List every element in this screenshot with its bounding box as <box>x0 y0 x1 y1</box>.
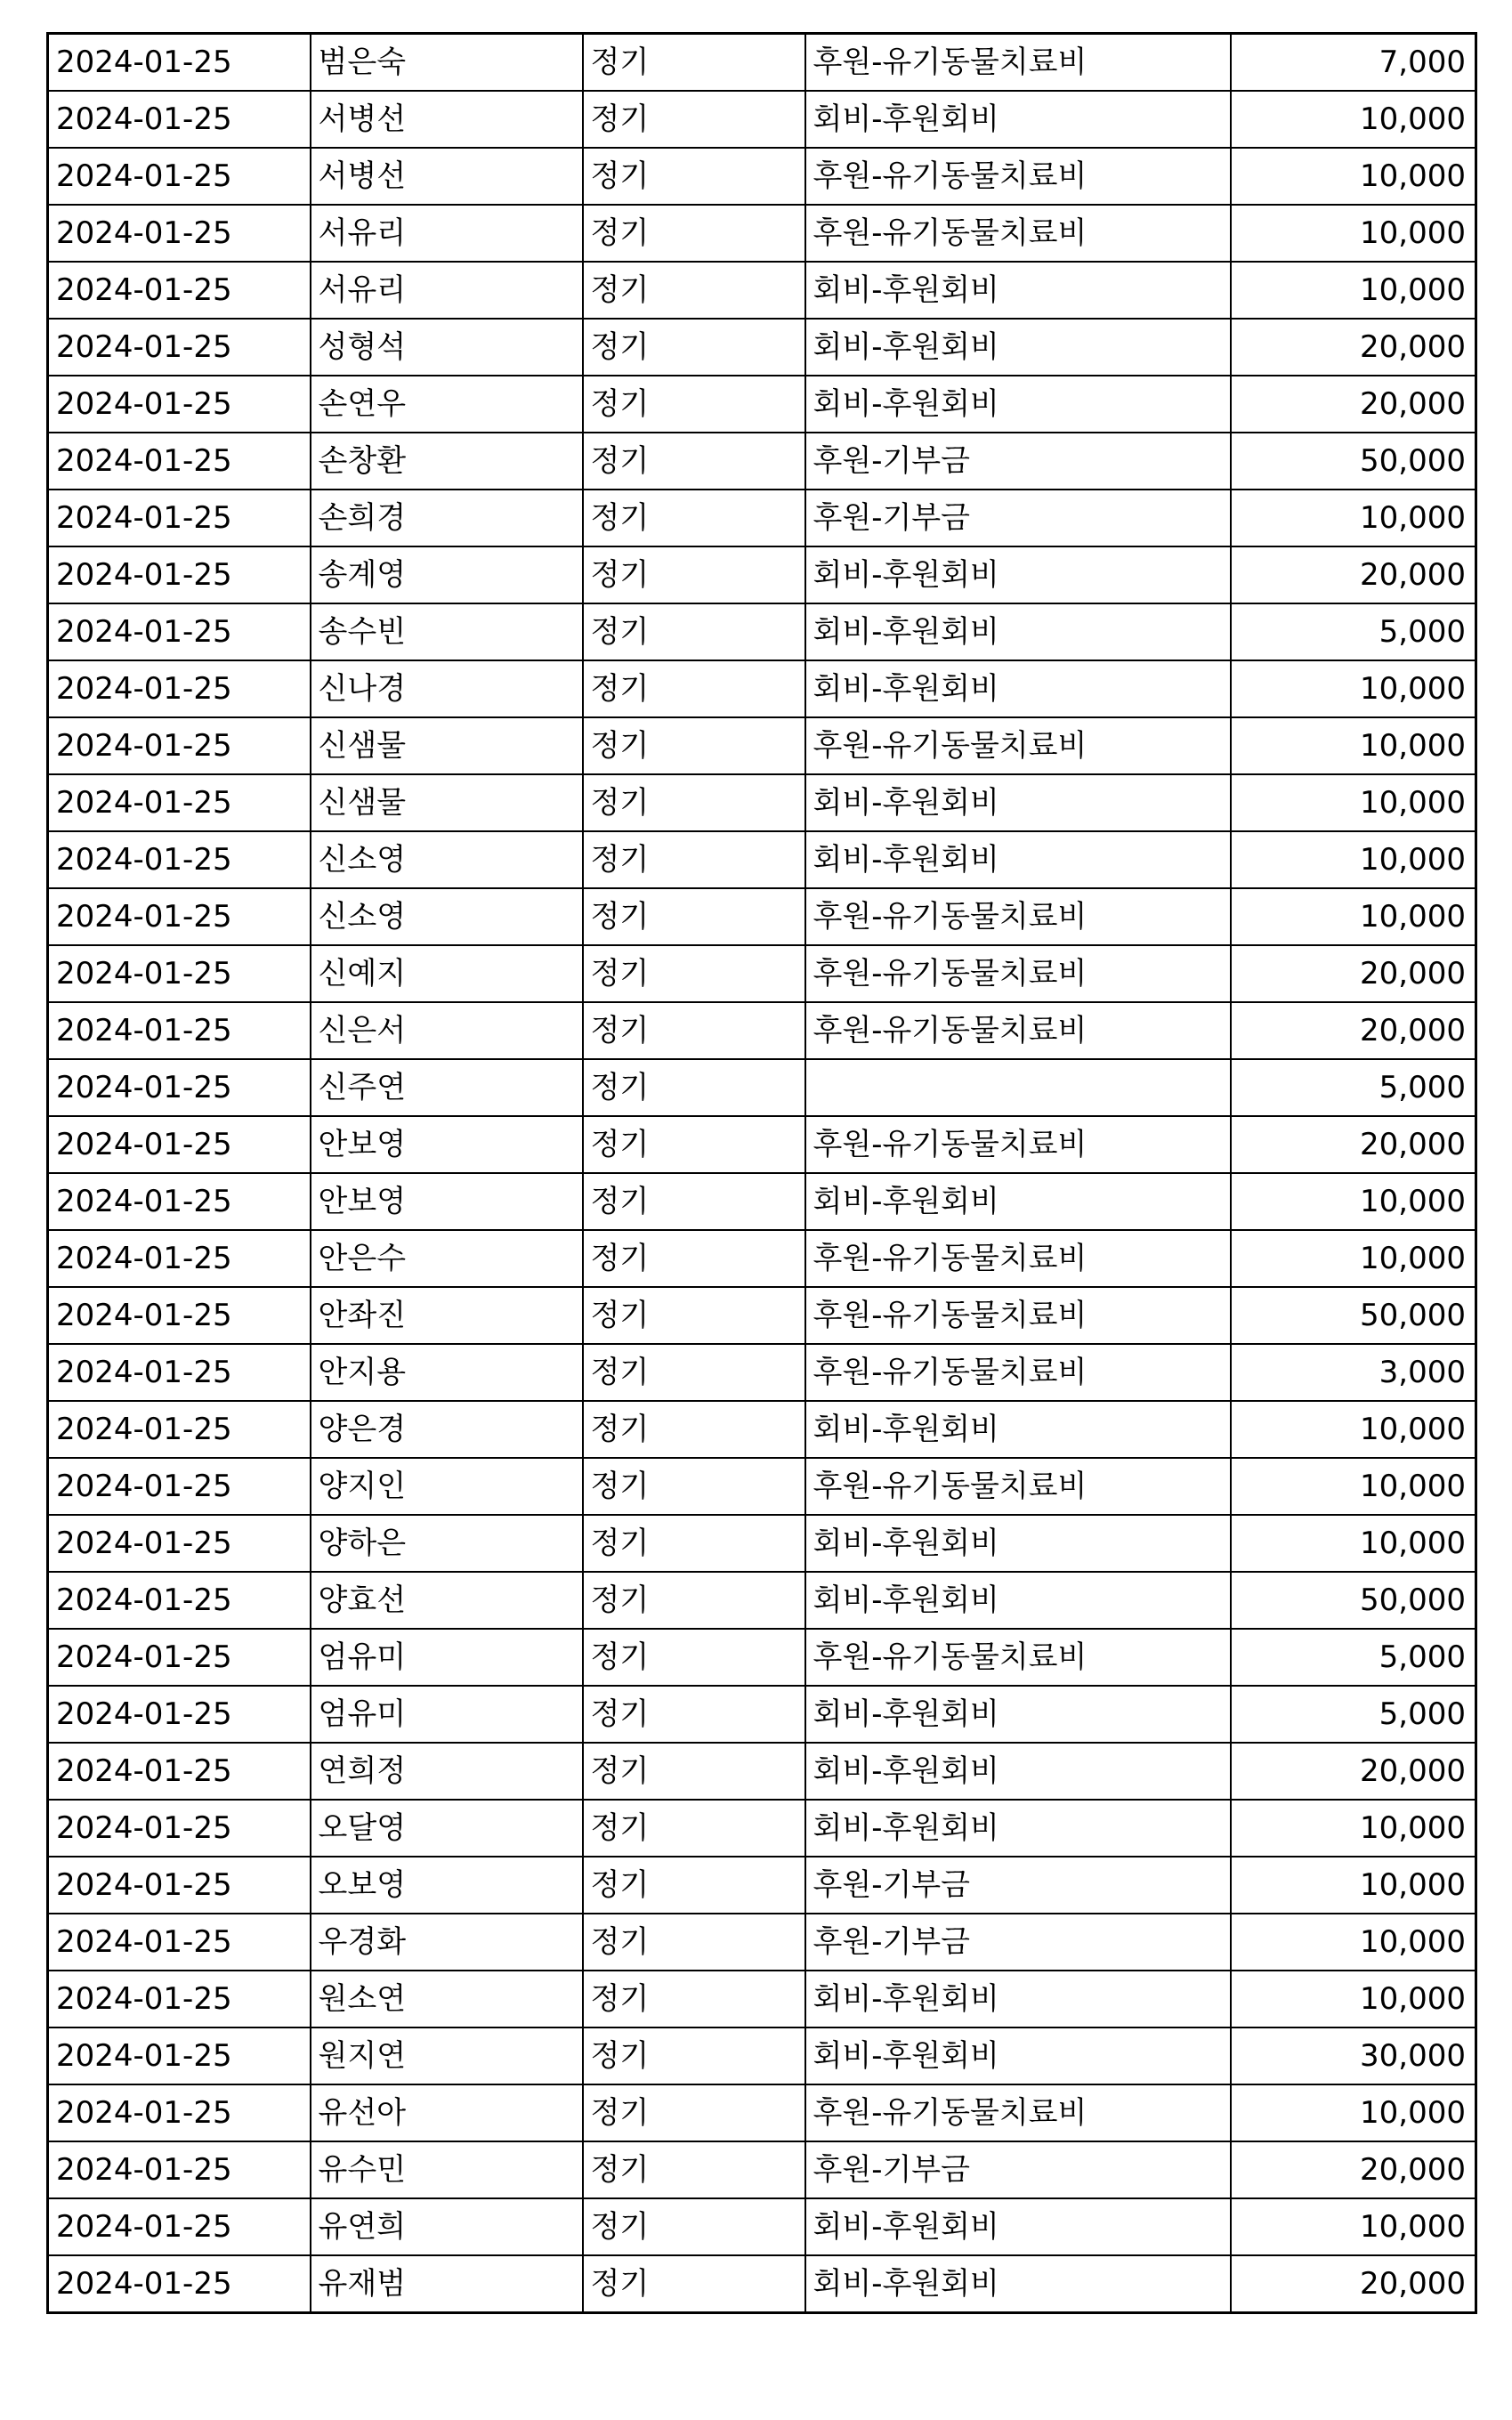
category-cell: 후원-유기동물치료비 <box>805 1344 1231 1401</box>
table-row <box>48 1572 1476 1629</box>
category-cell: 후원-유기동물치료비 <box>805 888 1231 945</box>
amount-cell: 20,000 <box>1231 1116 1476 1173</box>
name-cell: 우경화 <box>311 1914 583 1971</box>
amount-cell: 10,000 <box>1231 1857 1476 1914</box>
date-cell: 2024-01-25 <box>48 546 311 603</box>
category-cell: 회비-후원회비 <box>805 1800 1231 1857</box>
table-row <box>48 148 1476 205</box>
category-cell: 회비-후원회비 <box>805 2255 1231 2313</box>
date-cell: 2024-01-25 <box>48 319 311 376</box>
amount-cell: 10,000 <box>1231 717 1476 774</box>
category-cell: 회비-후원회비 <box>805 1971 1231 2027</box>
type-cell: 정기 <box>583 1800 805 1857</box>
table-row <box>48 376 1476 433</box>
table-row <box>48 34 1476 92</box>
type-cell: 정기 <box>583 319 805 376</box>
table-row <box>48 888 1476 945</box>
type-cell: 정기 <box>583 1230 805 1287</box>
type-cell: 정기 <box>583 774 805 831</box>
amount-cell: 10,000 <box>1231 1173 1476 1230</box>
name-cell: 신예지 <box>311 945 583 1002</box>
date-cell: 2024-01-25 <box>48 717 311 774</box>
type-cell: 정기 <box>583 2255 805 2313</box>
table-row <box>48 1515 1476 1572</box>
name-cell: 엄유미 <box>311 1686 583 1743</box>
category-cell: 회비-후원회비 <box>805 831 1231 888</box>
date-cell: 2024-01-25 <box>48 1971 311 2027</box>
category-cell: 회비-후원회비 <box>805 319 1231 376</box>
date-cell: 2024-01-25 <box>48 2141 311 2198</box>
date-cell: 2024-01-25 <box>48 34 311 92</box>
type-cell: 정기 <box>583 1401 805 1458</box>
amount-cell: 10,000 <box>1231 1458 1476 1515</box>
table-row <box>48 1002 1476 1059</box>
category-cell: 후원-유기동물치료비 <box>805 945 1231 1002</box>
name-cell: 안지용 <box>311 1344 583 1401</box>
date-cell: 2024-01-25 <box>48 1914 311 1971</box>
table-row <box>48 660 1476 717</box>
name-cell: 손창환 <box>311 433 583 490</box>
date-cell: 2024-01-25 <box>48 1515 311 1572</box>
category-cell: 회비-후원회비 <box>805 1515 1231 1572</box>
category-cell: 후원-유기동물치료비 <box>805 34 1231 92</box>
table-row <box>48 1686 1476 1743</box>
name-cell: 유연희 <box>311 2198 583 2255</box>
category-cell: 회비-후원회비 <box>805 1401 1231 1458</box>
amount-cell: 30,000 <box>1231 2027 1476 2084</box>
ledger-body <box>48 34 1476 2313</box>
type-cell: 정기 <box>583 660 805 717</box>
amount-cell: 3,000 <box>1231 1344 1476 1401</box>
table-row <box>48 1629 1476 1686</box>
category-cell: 회비-후원회비 <box>805 1572 1231 1629</box>
amount-cell: 20,000 <box>1231 2255 1476 2313</box>
date-cell: 2024-01-25 <box>48 2198 311 2255</box>
name-cell: 안보영 <box>311 1173 583 1230</box>
date-cell: 2024-01-25 <box>48 1857 311 1914</box>
amount-cell: 20,000 <box>1231 376 1476 433</box>
name-cell: 원지연 <box>311 2027 583 2084</box>
table-row <box>48 1344 1476 1401</box>
date-cell: 2024-01-25 <box>48 1344 311 1401</box>
date-cell: 2024-01-25 <box>48 1002 311 1059</box>
name-cell: 송수빈 <box>311 603 583 660</box>
amount-cell: 10,000 <box>1231 262 1476 319</box>
amount-cell: 50,000 <box>1231 1572 1476 1629</box>
category-cell: 후원-기부금 <box>805 490 1231 546</box>
name-cell: 서유리 <box>311 262 583 319</box>
table-row <box>48 490 1476 546</box>
date-cell: 2024-01-25 <box>48 376 311 433</box>
date-cell: 2024-01-25 <box>48 1743 311 1800</box>
table-row <box>48 2084 1476 2141</box>
category-cell: 후원-유기동물치료비 <box>805 2084 1231 2141</box>
amount-cell: 50,000 <box>1231 1287 1476 1344</box>
type-cell: 정기 <box>583 1344 805 1401</box>
table-row <box>48 1401 1476 1458</box>
name-cell: 서병선 <box>311 91 583 148</box>
type-cell: 정기 <box>583 2084 805 2141</box>
category-cell: 회비-후원회비 <box>805 1686 1231 1743</box>
table-row <box>48 1458 1476 1515</box>
category-cell: 회비-후원회비 <box>805 546 1231 603</box>
date-cell: 2024-01-25 <box>48 91 311 148</box>
table-row <box>48 2198 1476 2255</box>
type-cell: 정기 <box>583 1458 805 1515</box>
category-cell: 후원-유기동물치료비 <box>805 1116 1231 1173</box>
category-cell: 후원-기부금 <box>805 433 1231 490</box>
category-cell: 회비-후원회비 <box>805 603 1231 660</box>
type-cell: 정기 <box>583 262 805 319</box>
category-cell: 후원-유기동물치료비 <box>805 1287 1231 1344</box>
name-cell: 양지인 <box>311 1458 583 1515</box>
name-cell: 양효선 <box>311 1572 583 1629</box>
type-cell: 정기 <box>583 1059 805 1116</box>
type-cell: 정기 <box>583 1173 805 1230</box>
type-cell: 정기 <box>583 831 805 888</box>
date-cell: 2024-01-25 <box>48 831 311 888</box>
type-cell: 정기 <box>583 433 805 490</box>
name-cell: 양은경 <box>311 1401 583 1458</box>
date-cell: 2024-01-25 <box>48 603 311 660</box>
amount-cell: 10,000 <box>1231 148 1476 205</box>
category-cell: 회비-후원회비 <box>805 660 1231 717</box>
category-cell: 회비-후원회비 <box>805 262 1231 319</box>
category-cell: 후원-유기동물치료비 <box>805 1629 1231 1686</box>
date-cell: 2024-01-25 <box>48 433 311 490</box>
name-cell: 신샘물 <box>311 774 583 831</box>
type-cell: 정기 <box>583 1002 805 1059</box>
table-row <box>48 2027 1476 2084</box>
name-cell: 신주연 <box>311 1059 583 1116</box>
amount-cell: 5,000 <box>1231 1686 1476 1743</box>
table-row <box>48 2255 1476 2313</box>
date-cell: 2024-01-25 <box>48 1230 311 1287</box>
amount-cell: 10,000 <box>1231 2198 1476 2255</box>
name-cell: 안보영 <box>311 1116 583 1173</box>
category-cell: 회비-후원회비 <box>805 1173 1231 1230</box>
date-cell: 2024-01-25 <box>48 1572 311 1629</box>
name-cell: 송계영 <box>311 546 583 603</box>
table-row <box>48 1971 1476 2027</box>
type-cell: 정기 <box>583 2198 805 2255</box>
date-cell: 2024-01-25 <box>48 1629 311 1686</box>
amount-cell: 7,000 <box>1231 34 1476 92</box>
amount-cell: 10,000 <box>1231 1515 1476 1572</box>
category-cell: 회비-후원회비 <box>805 1743 1231 1800</box>
amount-cell: 10,000 <box>1231 888 1476 945</box>
table-row <box>48 945 1476 1002</box>
type-cell: 정기 <box>583 205 805 262</box>
amount-cell: 10,000 <box>1231 1401 1476 1458</box>
category-cell: 후원-기부금 <box>805 2141 1231 2198</box>
type-cell: 정기 <box>583 2141 805 2198</box>
date-cell: 2024-01-25 <box>48 2027 311 2084</box>
category-cell: 회비-후원회비 <box>805 376 1231 433</box>
date-cell: 2024-01-25 <box>48 774 311 831</box>
category-cell: 후원-유기동물치료비 <box>805 1230 1231 1287</box>
type-cell: 정기 <box>583 1515 805 1572</box>
type-cell: 정기 <box>583 490 805 546</box>
date-cell: 2024-01-25 <box>48 945 311 1002</box>
date-cell: 2024-01-25 <box>48 1401 311 1458</box>
type-cell: 정기 <box>583 1287 805 1344</box>
type-cell: 정기 <box>583 2027 805 2084</box>
date-cell: 2024-01-25 <box>48 1686 311 1743</box>
name-cell: 손연우 <box>311 376 583 433</box>
category-cell: 후원-유기동물치료비 <box>805 1002 1231 1059</box>
amount-cell: 10,000 <box>1231 91 1476 148</box>
amount-cell: 10,000 <box>1231 1914 1476 1971</box>
table-row <box>48 1059 1476 1116</box>
date-cell: 2024-01-25 <box>48 888 311 945</box>
amount-cell: 10,000 <box>1231 660 1476 717</box>
date-cell: 2024-01-25 <box>48 2255 311 2313</box>
name-cell: 오보영 <box>311 1857 583 1914</box>
table-row <box>48 546 1476 603</box>
name-cell: 성형석 <box>311 319 583 376</box>
amount-cell: 5,000 <box>1231 1629 1476 1686</box>
date-cell: 2024-01-25 <box>48 1116 311 1173</box>
table-row <box>48 774 1476 831</box>
type-cell: 정기 <box>583 603 805 660</box>
table-row <box>48 433 1476 490</box>
name-cell: 안좌진 <box>311 1287 583 1344</box>
category-cell <box>805 1059 1231 1116</box>
name-cell: 유선아 <box>311 2084 583 2141</box>
amount-cell: 10,000 <box>1231 831 1476 888</box>
category-cell: 후원-기부금 <box>805 1857 1231 1914</box>
table-row <box>48 603 1476 660</box>
type-cell: 정기 <box>583 1857 805 1914</box>
amount-cell: 10,000 <box>1231 1800 1476 1857</box>
amount-cell: 10,000 <box>1231 2084 1476 2141</box>
type-cell: 정기 <box>583 1116 805 1173</box>
date-cell: 2024-01-25 <box>48 1173 311 1230</box>
type-cell: 정기 <box>583 376 805 433</box>
type-cell: 정기 <box>583 1971 805 2027</box>
type-cell: 정기 <box>583 1914 805 1971</box>
category-cell: 후원-기부금 <box>805 1914 1231 1971</box>
name-cell: 유재범 <box>311 2255 583 2313</box>
table-row <box>48 1230 1476 1287</box>
name-cell: 연희정 <box>311 1743 583 1800</box>
type-cell: 정기 <box>583 945 805 1002</box>
amount-cell: 20,000 <box>1231 2141 1476 2198</box>
date-cell: 2024-01-25 <box>48 148 311 205</box>
amount-cell: 20,000 <box>1231 1002 1476 1059</box>
category-cell: 후원-유기동물치료비 <box>805 205 1231 262</box>
type-cell: 정기 <box>583 91 805 148</box>
category-cell: 후원-유기동물치료비 <box>805 1458 1231 1515</box>
name-cell: 신소영 <box>311 888 583 945</box>
amount-cell: 10,000 <box>1231 774 1476 831</box>
name-cell: 손희경 <box>311 490 583 546</box>
name-cell: 엄유미 <box>311 1629 583 1686</box>
type-cell: 정기 <box>583 148 805 205</box>
table-row <box>48 1116 1476 1173</box>
table-row <box>48 1287 1476 1344</box>
type-cell: 정기 <box>583 888 805 945</box>
name-cell: 신은서 <box>311 1002 583 1059</box>
name-cell: 오달영 <box>311 1800 583 1857</box>
amount-cell: 20,000 <box>1231 1743 1476 1800</box>
table-row <box>48 262 1476 319</box>
name-cell: 서유리 <box>311 205 583 262</box>
table-row <box>48 205 1476 262</box>
category-cell: 회비-후원회비 <box>805 774 1231 831</box>
name-cell: 신소영 <box>311 831 583 888</box>
type-cell: 정기 <box>583 1686 805 1743</box>
type-cell: 정기 <box>583 546 805 603</box>
table-row <box>48 1914 1476 1971</box>
amount-cell: 5,000 <box>1231 1059 1476 1116</box>
table-row <box>48 1857 1476 1914</box>
type-cell: 정기 <box>583 1743 805 1800</box>
date-cell: 2024-01-25 <box>48 205 311 262</box>
date-cell: 2024-01-25 <box>48 262 311 319</box>
date-cell: 2024-01-25 <box>48 660 311 717</box>
table-row <box>48 831 1476 888</box>
date-cell: 2024-01-25 <box>48 1800 311 1857</box>
amount-cell: 20,000 <box>1231 945 1476 1002</box>
table-row <box>48 1173 1476 1230</box>
amount-cell: 20,000 <box>1231 319 1476 376</box>
name-cell: 원소연 <box>311 1971 583 2027</box>
date-cell: 2024-01-25 <box>48 1059 311 1116</box>
name-cell: 신샘물 <box>311 717 583 774</box>
amount-cell: 10,000 <box>1231 205 1476 262</box>
amount-cell: 10,000 <box>1231 490 1476 546</box>
amount-cell: 10,000 <box>1231 1230 1476 1287</box>
category-cell: 회비-후원회비 <box>805 2198 1231 2255</box>
table-row <box>48 1800 1476 1857</box>
date-cell: 2024-01-25 <box>48 1287 311 1344</box>
table-row <box>48 1743 1476 1800</box>
amount-cell: 5,000 <box>1231 603 1476 660</box>
category-cell: 후원-유기동물치료비 <box>805 148 1231 205</box>
table-row <box>48 319 1476 376</box>
category-cell: 후원-유기동물치료비 <box>805 717 1231 774</box>
category-cell: 회비-후원회비 <box>805 91 1231 148</box>
name-cell: 서병선 <box>311 148 583 205</box>
name-cell: 신나경 <box>311 660 583 717</box>
table-row <box>48 2141 1476 2198</box>
type-cell: 정기 <box>583 1572 805 1629</box>
name-cell: 유수민 <box>311 2141 583 2198</box>
date-cell: 2024-01-25 <box>48 2084 311 2141</box>
name-cell: 안은수 <box>311 1230 583 1287</box>
amount-cell: 10,000 <box>1231 1971 1476 2027</box>
category-cell: 회비-후원회비 <box>805 2027 1231 2084</box>
donation-ledger-table <box>46 32 1477 2314</box>
table-row <box>48 91 1476 148</box>
date-cell: 2024-01-25 <box>48 490 311 546</box>
name-cell: 범은숙 <box>311 34 583 92</box>
type-cell: 정기 <box>583 1629 805 1686</box>
type-cell: 정기 <box>583 34 805 92</box>
name-cell: 양하은 <box>311 1515 583 1572</box>
amount-cell: 20,000 <box>1231 546 1476 603</box>
date-cell: 2024-01-25 <box>48 1458 311 1515</box>
amount-cell: 50,000 <box>1231 433 1476 490</box>
table-row <box>48 717 1476 774</box>
type-cell: 정기 <box>583 717 805 774</box>
